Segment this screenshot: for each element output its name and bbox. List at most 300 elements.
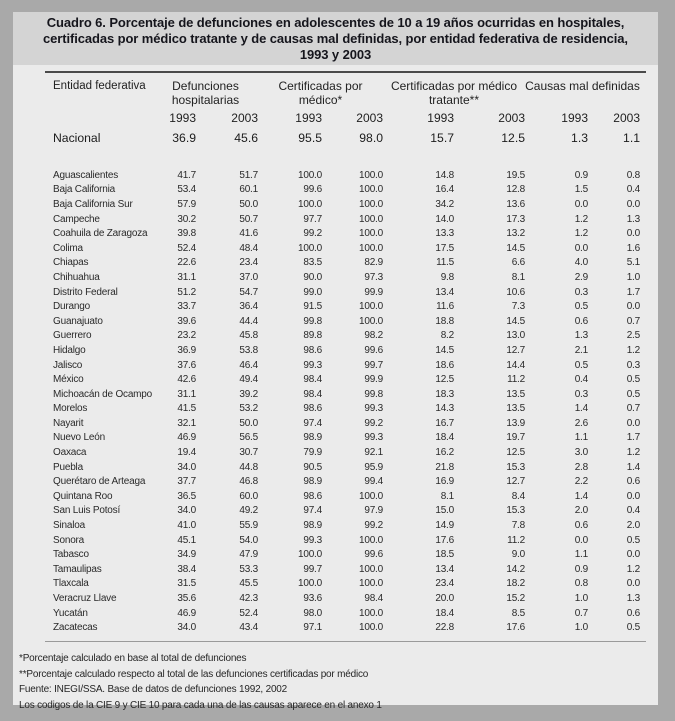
value-causas-mal-definidas-2003: 1.3 (626, 213, 640, 225)
value-medico-tratante-1993: 8.2 (440, 330, 454, 342)
table-row (53, 518, 640, 533)
table-row (53, 489, 640, 504)
value-certificadas-medico-2003: 99.6 (364, 344, 383, 356)
value-defunciones-2003: 60.1 (239, 184, 258, 196)
value-certificadas-medico-2003: 99.4 (364, 476, 383, 488)
value-causas-mal-definidas-1993: 1.0 (574, 593, 588, 605)
value-causas-mal-definidas-1993: 0.0 (574, 198, 588, 210)
value-medico-tratante-1993: 22.8 (435, 622, 454, 634)
state-name: Distrito Federal (53, 286, 118, 298)
value-defunciones-1993: 39.8 (177, 228, 196, 240)
value-medico-tratante-2003: 11.2 (507, 534, 525, 546)
value-causas-mal-definidas-2003: 1.3 (626, 593, 640, 605)
table-row (53, 372, 640, 387)
table-row (53, 256, 640, 271)
year-header-spacer (53, 111, 153, 125)
value-medico-tratante-1993: 18.6 (435, 359, 454, 371)
value-medico-tratante-1993: 8.1 (440, 490, 454, 502)
value-causas-mal-definidas-1993: 1.0 (574, 622, 588, 634)
value-defunciones-1993: 38.4 (177, 563, 196, 575)
value-causas-mal-definidas-2003: 1.7 (626, 286, 640, 298)
value-causas-mal-definidas-1993: 0.8 (574, 578, 588, 590)
column-group-defunciones-hospitalarias: Defunciones hospitalarias (171, 79, 240, 107)
value-defunciones-1993: 45.1 (177, 534, 196, 546)
value-defunciones-1993: 22.6 (177, 257, 196, 269)
state-name: Nuevo León (53, 432, 105, 444)
column-group-certificadas-por-medico: Certificadas por médico* (278, 79, 363, 107)
value-causas-mal-definidas-2003: 0.0 (626, 228, 640, 240)
value-certificadas-medico-1993: 90.5 (303, 461, 322, 473)
value-defunciones-1993: 19.4 (177, 447, 196, 459)
value-medico-tratante-1993: 18.4 (435, 432, 454, 444)
value-defunciones-2003: 23.4 (239, 257, 258, 269)
state-name: México (53, 374, 84, 386)
value-causas-mal-definidas-1993: 2.6 (574, 417, 588, 429)
state-name: Jalisco (53, 359, 83, 371)
value-causas-mal-definidas-1993: 2.9 (574, 271, 588, 283)
state-name: Tlaxcala (53, 578, 89, 590)
value-causas-mal-definidas-2003: 0.6 (626, 607, 640, 619)
value-certificadas-medico-1993: 99.0 (303, 286, 322, 298)
value-defunciones-2003: 60.0 (239, 490, 258, 502)
value-medico-tratante-1993: 23.4 (435, 578, 454, 590)
value-medico-tratante-2003: 6.6 (511, 257, 525, 269)
value-medico-tratante-2003: 14.4 (506, 359, 525, 371)
table-row (53, 387, 640, 402)
value-medico-tratante-2003: 12.5 (506, 447, 525, 459)
value-defunciones-2003: 44.8 (239, 461, 258, 473)
state-name: Sonora (53, 534, 85, 546)
value-defunciones-2003: 56.5 (239, 432, 258, 444)
value-medico-tratante-2003: 7.3 (511, 301, 525, 313)
state-name: Quintana Roo (53, 490, 113, 502)
value-medico-tratante-2003: 14.5 (506, 242, 525, 254)
table-row (53, 270, 640, 285)
value-defunciones-2003: 53.3 (239, 563, 258, 575)
value-certificadas-medico-1993: 100.0 (297, 549, 322, 561)
value-defunciones-1993: 37.6 (177, 359, 196, 371)
state-name: Michoacán de Ocampo (53, 388, 153, 400)
value-certificadas-medico-2003: 100.0 (358, 622, 383, 634)
value-causas-mal-definidas-1993: 1.3 (574, 330, 588, 342)
national-value: 45.6 (234, 131, 258, 145)
value-medico-tratante-1993: 13.4 (435, 286, 454, 298)
value-causas-mal-definidas-2003: 0.0 (626, 198, 640, 210)
state-name: San Luis Potosí (53, 505, 121, 517)
value-causas-mal-definidas-1993: 2.2 (574, 476, 588, 488)
value-causas-mal-definidas-1993: 1.1 (574, 549, 588, 561)
value-medico-tratante-1993: 16.7 (435, 417, 454, 429)
value-certificadas-medico-1993: 98.0 (303, 607, 322, 619)
value-defunciones-2003: 50.0 (239, 198, 258, 210)
group-header-row (53, 73, 640, 107)
value-defunciones-2003: 49.2 (239, 505, 258, 517)
value-defunciones-2003: 36.4 (239, 301, 258, 313)
value-defunciones-1993: 53.4 (177, 184, 196, 196)
value-certificadas-medico-1993: 97.4 (303, 417, 322, 429)
national-value: 1.3 (571, 131, 588, 145)
value-medico-tratante-1993: 20.0 (435, 593, 454, 605)
value-certificadas-medico-2003: 100.0 (358, 578, 383, 590)
value-certificadas-medico-1993: 100.0 (297, 578, 322, 590)
value-certificadas-medico-1993: 98.9 (303, 476, 322, 488)
value-certificadas-medico-2003: 99.7 (364, 359, 383, 371)
table-title: Cuadro 6. Porcentaje de defunciones en adolescentes de 10 a 19 años ocurridas en hospitales, certificadas por médico tratante y de causas mal definidas, por entidad federativa de residencia, 1993 y 2003 (43, 14, 628, 62)
value-causas-mal-definidas-1993: 1.2 (574, 228, 588, 240)
value-certificadas-medico-1993: 98.4 (303, 388, 322, 400)
value-certificadas-medico-2003: 100.0 (358, 213, 383, 225)
value-certificadas-medico-2003: 99.9 (364, 374, 383, 386)
value-defunciones-1993: 51.2 (177, 286, 196, 298)
value-medico-tratante-2003: 8.5 (511, 607, 525, 619)
value-defunciones-1993: 35.6 (177, 593, 196, 605)
value-medico-tratante-2003: 18.2 (506, 578, 525, 590)
value-causas-mal-definidas-2003: 0.0 (626, 417, 640, 429)
value-medico-tratante-2003: 13.6 (506, 198, 525, 210)
footnote-cie-codes: Los codigos de la CIE 9 y CIE 10 para cada una de las causas aparece en el anexo 1 (19, 699, 382, 711)
table-row (53, 358, 640, 373)
value-certificadas-medico-2003: 100.0 (358, 242, 383, 254)
value-certificadas-medico-1993: 98.4 (303, 374, 322, 386)
value-causas-mal-definidas-1993: 0.3 (574, 286, 588, 298)
state-name: Yucatán (53, 607, 88, 619)
national-row (53, 128, 640, 148)
value-defunciones-2003: 42.3 (239, 593, 258, 605)
table-row (53, 329, 640, 344)
table-row (53, 547, 640, 562)
value-medico-tratante-1993: 18.3 (435, 388, 454, 400)
table-row (53, 183, 640, 198)
value-causas-mal-definidas-2003: 0.7 (626, 315, 640, 327)
table-row (53, 416, 640, 431)
table-row (53, 212, 640, 227)
value-causas-mal-definidas-2003: 5.1 (626, 257, 640, 269)
value-certificadas-medico-2003: 99.3 (364, 403, 383, 415)
value-defunciones-1993: 41.7 (177, 169, 196, 181)
value-defunciones-2003: 45.8 (239, 330, 258, 342)
state-name: Zacatecas (53, 622, 98, 634)
value-medico-tratante-1993: 16.4 (435, 184, 454, 196)
value-medico-tratante-1993: 18.5 (435, 549, 454, 561)
value-certificadas-medico-2003: 95.9 (364, 461, 383, 473)
value-causas-mal-definidas-2003: 0.0 (626, 490, 640, 502)
value-certificadas-medico-1993: 99.8 (303, 315, 322, 327)
value-medico-tratante-2003: 15.3 (506, 461, 525, 473)
value-certificadas-medico-2003: 82.9 (364, 257, 383, 269)
table-row (53, 533, 640, 548)
value-medico-tratante-2003: 12.8 (506, 184, 525, 196)
state-rows (53, 168, 640, 635)
value-defunciones-2003: 54.7 (239, 286, 258, 298)
value-medico-tratante-2003: 8.4 (511, 490, 525, 502)
national-value: 1.1 (623, 131, 640, 145)
value-causas-mal-definidas-2003: 1.7 (626, 432, 640, 444)
table-row (53, 591, 640, 606)
state-name: Chiapas (53, 257, 89, 269)
value-certificadas-medico-2003: 99.3 (364, 432, 383, 444)
value-medico-tratante-2003: 9.0 (511, 549, 525, 561)
value-defunciones-1993: 34.0 (177, 622, 196, 634)
year-header-row (53, 111, 640, 125)
page-inner (13, 12, 658, 711)
value-defunciones-2003: 37.0 (239, 271, 258, 283)
value-causas-mal-definidas-1993: 1.5 (574, 184, 588, 196)
value-medico-tratante-2003: 7.8 (511, 520, 525, 532)
value-certificadas-medico-1993: 79.9 (303, 447, 322, 459)
state-name: Chihuahua (53, 271, 100, 283)
value-causas-mal-definidas-1993: 2.0 (574, 505, 588, 517)
value-medico-tratante-2003: 11.2 (507, 374, 525, 386)
value-defunciones-2003: 46.8 (239, 476, 258, 488)
table-row (53, 577, 640, 592)
value-certificadas-medico-2003: 99.2 (364, 520, 383, 532)
value-defunciones-2003: 53.8 (239, 344, 258, 356)
value-causas-mal-definidas-2003: 0.0 (626, 301, 640, 313)
table-row (53, 460, 640, 475)
value-causas-mal-definidas-2003: 0.3 (626, 359, 640, 371)
column-group-certificadas-por-medico-tratante: Certificadas por médico tratante** (390, 79, 518, 107)
value-medico-tratante-1993: 15.0 (435, 505, 454, 517)
value-medico-tratante-1993: 11.5 (436, 257, 454, 269)
state-name: Baja California (53, 184, 116, 196)
value-causas-mal-definidas-2003: 2.0 (626, 520, 640, 532)
state-name: Nayarit (53, 417, 84, 429)
value-defunciones-2003: 53.2 (239, 403, 258, 415)
value-medico-tratante-2003: 13.5 (506, 403, 525, 415)
state-name: Guanajuato (53, 315, 103, 327)
value-certificadas-medico-2003: 100.0 (358, 198, 383, 210)
value-defunciones-1993: 31.1 (177, 271, 196, 283)
value-certificadas-medico-2003: 97.9 (364, 505, 383, 517)
value-causas-mal-definidas-1993: 0.0 (574, 242, 588, 254)
value-defunciones-1993: 34.0 (177, 461, 196, 473)
value-certificadas-medico-2003: 98.4 (364, 593, 383, 605)
value-medico-tratante-1993: 12.5 (435, 374, 454, 386)
year-header: 1993 (427, 111, 454, 125)
value-certificadas-medico-1993: 98.6 (303, 490, 322, 502)
value-defunciones-1993: 46.9 (177, 607, 196, 619)
table-row (53, 285, 640, 300)
value-causas-mal-definidas-2003: 0.6 (626, 476, 640, 488)
year-header: 1993 (561, 111, 588, 125)
state-name: Veracruz Llave (53, 593, 117, 605)
column-group-causas-mal-definidas: Causas mal definidas (525, 79, 640, 93)
value-certificadas-medico-2003: 100.0 (358, 301, 383, 313)
national-value: 12.5 (501, 131, 525, 145)
value-medico-tratante-1993: 14.3 (435, 403, 454, 415)
value-certificadas-medico-2003: 100.0 (358, 534, 383, 546)
value-medico-tratante-2003: 14.5 (506, 315, 525, 327)
value-causas-mal-definidas-1993: 1.1 (574, 432, 588, 444)
year-header: 1993 (295, 111, 322, 125)
state-name: Durango (53, 301, 90, 313)
national-value: 98.0 (359, 131, 383, 145)
value-medico-tratante-1993: 16.9 (435, 476, 454, 488)
value-certificadas-medico-2003: 99.9 (364, 286, 383, 298)
value-certificadas-medico-1993: 90.0 (303, 271, 322, 283)
value-defunciones-1993: 34.9 (177, 549, 196, 561)
value-causas-mal-definidas-1993: 1.2 (574, 213, 588, 225)
value-causas-mal-definidas-1993: 0.3 (574, 388, 588, 400)
value-defunciones-1993: 36.9 (177, 344, 196, 356)
value-causas-mal-definidas-1993: 1.4 (574, 490, 588, 502)
table-row (53, 299, 640, 314)
value-defunciones-2003: 48.4 (239, 242, 258, 254)
value-certificadas-medico-1993: 100.0 (297, 198, 322, 210)
state-name: Coahuila de Zaragoza (53, 228, 148, 240)
value-certificadas-medico-1993: 91.5 (303, 301, 322, 313)
value-defunciones-1993: 52.4 (177, 242, 196, 254)
state-name: Tamaulipas (53, 563, 102, 575)
value-medico-tratante-2003: 15.2 (506, 593, 525, 605)
value-defunciones-1993: 30.2 (177, 213, 196, 225)
value-certificadas-medico-2003: 99.2 (364, 417, 383, 429)
state-name: Hidalgo (53, 344, 86, 356)
value-certificadas-medico-1993: 97.4 (303, 505, 322, 517)
value-defunciones-2003: 49.4 (239, 374, 258, 386)
column-header-entidad-federativa: Entidad federativa (53, 80, 146, 92)
table-row (53, 431, 640, 446)
value-certificadas-medico-1993: 98.9 (303, 520, 322, 532)
value-medico-tratante-2003: 17.6 (506, 622, 525, 634)
national-value: 36.9 (172, 131, 196, 145)
value-defunciones-1993: 31.1 (177, 388, 196, 400)
value-certificadas-medico-2003: 99.8 (364, 388, 383, 400)
value-certificadas-medico-2003: 100.0 (358, 563, 383, 575)
value-causas-mal-definidas-2003: 0.5 (626, 534, 640, 546)
value-causas-mal-definidas-2003: 0.5 (626, 622, 640, 634)
value-certificadas-medico-1993: 83.5 (303, 257, 322, 269)
value-defunciones-1993: 34.0 (177, 505, 196, 517)
value-medico-tratante-2003: 13.5 (506, 388, 525, 400)
value-medico-tratante-1993: 14.8 (435, 169, 454, 181)
value-defunciones-2003: 30.7 (239, 447, 258, 459)
value-medico-tratante-2003: 8.1 (511, 271, 525, 283)
value-defunciones-2003: 39.2 (239, 388, 258, 400)
value-certificadas-medico-1993: 100.0 (297, 242, 322, 254)
table-row (53, 343, 640, 358)
value-defunciones-2003: 50.0 (239, 417, 258, 429)
value-medico-tratante-1993: 18.8 (435, 315, 454, 327)
value-causas-mal-definidas-2003: 0.7 (626, 403, 640, 415)
value-certificadas-medico-2003: 99.6 (364, 549, 383, 561)
table-row (53, 445, 640, 460)
state-name: Querétaro de Arteaga (53, 476, 146, 488)
value-certificadas-medico-1993: 89.8 (303, 330, 322, 342)
value-medico-tratante-1993: 21.8 (435, 461, 454, 473)
year-header: 2003 (356, 111, 383, 125)
value-certificadas-medico-1993: 98.6 (303, 403, 322, 415)
value-causas-mal-definidas-2003: 1.6 (626, 242, 640, 254)
value-causas-mal-definidas-1993: 0.0 (574, 534, 588, 546)
value-causas-mal-definidas-1993: 0.7 (574, 607, 588, 619)
value-defunciones-2003: 52.4 (239, 607, 258, 619)
value-medico-tratante-2003: 10.6 (506, 286, 525, 298)
table-row (53, 562, 640, 577)
value-certificadas-medico-1993: 99.3 (303, 359, 322, 371)
value-certificadas-medico-1993: 99.3 (303, 534, 322, 546)
value-causas-mal-definidas-2003: 0.5 (626, 374, 640, 386)
year-header: 1993 (169, 111, 196, 125)
state-name: Morelos (53, 403, 88, 415)
value-certificadas-medico-1993: 98.9 (303, 432, 322, 444)
value-medico-tratante-2003: 13.0 (506, 330, 525, 342)
table-row (53, 168, 640, 183)
value-certificadas-medico-2003: 97.3 (364, 271, 383, 283)
value-medico-tratante-1993: 13.3 (435, 228, 454, 240)
value-causas-mal-definidas-1993: 0.6 (574, 520, 588, 532)
value-causas-mal-definidas-2003: 0.4 (626, 184, 640, 196)
value-causas-mal-definidas-2003: 0.5 (626, 388, 640, 400)
value-causas-mal-definidas-1993: 2.8 (574, 461, 588, 473)
value-causas-mal-definidas-2003: 1.2 (626, 344, 640, 356)
footnote-asterisk: *Porcentaje calculado en base al total de defunciones (19, 653, 247, 664)
value-causas-mal-definidas-2003: 1.2 (626, 447, 640, 459)
value-causas-mal-definidas-2003: 2.5 (626, 330, 640, 342)
value-defunciones-2003: 51.7 (239, 169, 258, 181)
state-name: Campeche (53, 213, 100, 225)
footnotes (19, 651, 640, 713)
value-certificadas-medico-1993: 98.6 (303, 344, 322, 356)
value-medico-tratante-2003: 19.7 (506, 432, 525, 444)
value-medico-tratante-2003: 14.2 (506, 563, 525, 575)
value-causas-mal-definidas-1993: 2.1 (574, 344, 588, 356)
value-causas-mal-definidas-1993: 0.6 (574, 315, 588, 327)
value-certificadas-medico-2003: 92.1 (364, 447, 383, 459)
value-certificadas-medico-2003: 100.0 (358, 607, 383, 619)
value-defunciones-2003: 50.7 (239, 213, 258, 225)
value-medico-tratante-1993: 14.5 (435, 344, 454, 356)
year-header: 2003 (498, 111, 525, 125)
value-causas-mal-definidas-2003: 1.2 (626, 563, 640, 575)
value-defunciones-1993: 46.9 (177, 432, 196, 444)
value-defunciones-1993: 39.6 (177, 315, 196, 327)
value-defunciones-2003: 41.6 (239, 228, 258, 240)
value-medico-tratante-1993: 9.8 (440, 271, 454, 283)
value-certificadas-medico-1993: 97.1 (303, 622, 322, 634)
value-causas-mal-definidas-2003: 0.4 (626, 505, 640, 517)
value-certificadas-medico-1993: 100.0 (297, 169, 322, 181)
national-value: 15.7 (430, 131, 454, 145)
value-certificadas-medico-2003: 100.0 (358, 490, 383, 502)
state-name: Baja California Sur (53, 198, 133, 210)
table-row (53, 474, 640, 489)
value-medico-tratante-1993: 14.9 (435, 520, 454, 532)
value-causas-mal-definidas-2003: 1.0 (626, 271, 640, 283)
value-causas-mal-definidas-1993: 0.9 (574, 169, 588, 181)
value-medico-tratante-1993: 11.6 (436, 301, 454, 313)
value-certificadas-medico-2003: 100.0 (358, 169, 383, 181)
value-defunciones-2003: 45.5 (239, 578, 258, 590)
table-row (53, 504, 640, 519)
value-causas-mal-definidas-1993: 1.4 (574, 403, 588, 415)
value-defunciones-2003: 43.4 (239, 622, 258, 634)
table-panel (13, 65, 658, 711)
footnote-separator-rule (45, 641, 646, 642)
title-band (13, 12, 658, 65)
table-row (53, 226, 640, 241)
national-label: Nacional (53, 131, 101, 145)
state-name: Colima (53, 242, 83, 254)
year-header: 2003 (613, 111, 640, 125)
value-medico-tratante-2003: 15.3 (506, 505, 525, 517)
value-defunciones-1993: 41.0 (177, 520, 196, 532)
value-defunciones-1993: 57.9 (177, 198, 196, 210)
value-causas-mal-definidas-1993: 4.0 (574, 257, 588, 269)
value-defunciones-2003: 54.0 (239, 534, 258, 546)
footnote-double-asterisk: **Porcentaje calculado respecto al total de las defunciones certificadas por médico (19, 668, 369, 680)
value-medico-tratante-1993: 17.6 (435, 534, 454, 546)
